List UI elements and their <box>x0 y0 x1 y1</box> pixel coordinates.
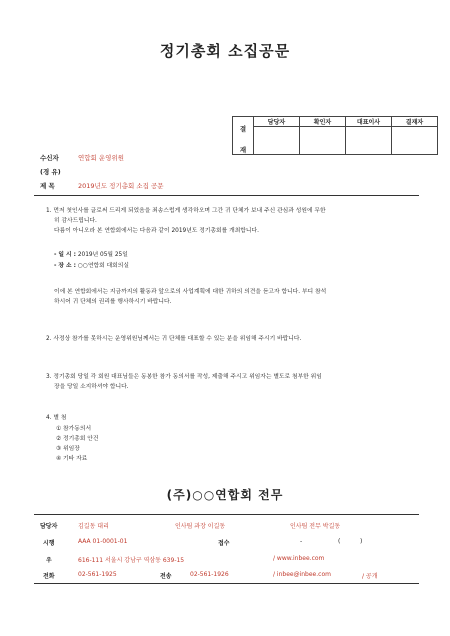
handler-label: 담당자 <box>40 523 58 530</box>
address-value: 616-111 서울시 강남구 역삼동 639-15 <box>78 557 185 564</box>
approval-side-top: 결 <box>239 124 247 133</box>
place-label: - 장 소 : <box>54 263 76 269</box>
document-title: 정기총회 소집공문 <box>159 42 291 60</box>
tel-value: 02-561-1925 <box>78 571 117 578</box>
approval-header-approver: 결재자 <box>392 117 438 127</box>
bottom-divider <box>34 583 419 584</box>
approval-sign-cell[interactable] <box>346 127 392 155</box>
fax-label: 전송 <box>160 573 172 580</box>
paragraph-1-closing <box>54 287 416 307</box>
approval-side-label <box>233 117 254 155</box>
attachment-item: ③ 위임장 <box>56 446 80 452</box>
p3-line-1: 3. 정기총회 당일 각 회원 대표님들은 동봉한 참가 동의서를 작성, 제출해 주시고 위임자는 별도로 첨부한 위임 <box>46 374 322 380</box>
date-label: - 일 시 : <box>54 252 76 258</box>
receipt-dash: - <box>300 538 303 545</box>
handler-3: 인사팀 전무 박길동 <box>290 523 341 530</box>
p1-line-5: 하시어 귀 단체의 권리를 행사하시기 바랍니다. <box>54 299 172 305</box>
website-link[interactable]: / www.inbee.com <box>273 555 325 562</box>
approval-table <box>232 116 438 155</box>
organization-name: (주)○○연합회 전무 <box>166 488 284 502</box>
approval-header-checker: 확인자 <box>300 117 346 127</box>
recipient-value: 연합회 운영위원 <box>78 154 125 162</box>
approval-side-bottom: 재 <box>239 145 247 154</box>
recipient-label: 수신자 <box>40 154 59 162</box>
p1-line-3: 다름이 아니오라 본 연합회에서는 다음과 같이 2019년도 정기총회를 개최합니다. <box>54 228 259 234</box>
place-value: ○○연합회 대회의실 <box>77 263 129 269</box>
header-divider <box>34 195 419 196</box>
paragraph-1 <box>46 206 416 236</box>
meeting-date <box>54 250 128 260</box>
via-label: (경 유) <box>40 168 61 176</box>
meeting-place <box>54 261 129 271</box>
paragraph-4-label: 4. 별 첨 <box>46 415 67 421</box>
p3-line-2: 장을 당일 소지하셔야 합니다. <box>54 384 129 390</box>
email-link[interactable]: / inbee@inbee.com <box>273 571 331 578</box>
fax-value: 02-561-1926 <box>190 571 229 578</box>
enforce-label: 시행 <box>43 540 55 547</box>
address-label: 우 <box>46 557 52 564</box>
enforce-value: AAA 01-0001-01 <box>78 538 128 545</box>
receipt-label: 접수 <box>218 540 230 547</box>
approval-sign-cell[interactable] <box>392 127 438 155</box>
receipt-paren-open: ( <box>338 538 341 545</box>
subject-value: 2019년도 정기총회 소집 공문 <box>78 182 164 190</box>
approval-header-ceo: 대표이사 <box>346 117 392 127</box>
public-status: / 공개 <box>362 573 378 580</box>
approval-sign-cell[interactable] <box>254 127 300 155</box>
tel-label: 전화 <box>43 573 55 580</box>
date-value: 2019년 05월 25일 <box>77 252 128 258</box>
approval-sign-cell[interactable] <box>300 127 346 155</box>
p1-line-2: 히 감사드립니다. <box>54 218 97 224</box>
attachment-item: ① 참가동의서 <box>56 426 92 432</box>
paragraph-3 <box>46 372 416 392</box>
p1-line-1: 1. 먼저 첫인사를 글로써 드리게 되었음을 죄송스럽게 생각하오며 그간 귀 단체가 보내 주신 관심과 성원에 무한 <box>46 208 326 214</box>
attachment-item: ② 정기총회 안건 <box>56 436 99 442</box>
handler-1: 김길동 대리 <box>78 523 109 530</box>
p1-line-4: 이에 본 연합회에서는 지금까지의 활동과 앞으로의 사업계획에 대한 귀하의 의견을 듣고자 합니다. 부디 참석 <box>54 289 327 295</box>
footer-divider <box>34 514 419 515</box>
handler-2: 인사팀 과장 이길동 <box>175 523 226 530</box>
paragraph-2: 2. 사정상 참가를 못하시는 운영위원님께서는 귀 단체를 대표할 수 있는 분을 위임해 주시기 바랍니다. <box>46 336 302 342</box>
receipt-paren-close: ) <box>360 538 363 545</box>
subject-label: 제 목 <box>40 182 55 190</box>
approval-header-handler: 담당자 <box>254 117 300 127</box>
attachment-list <box>56 424 98 464</box>
attachment-item: ④ 기타 자료 <box>56 456 88 462</box>
